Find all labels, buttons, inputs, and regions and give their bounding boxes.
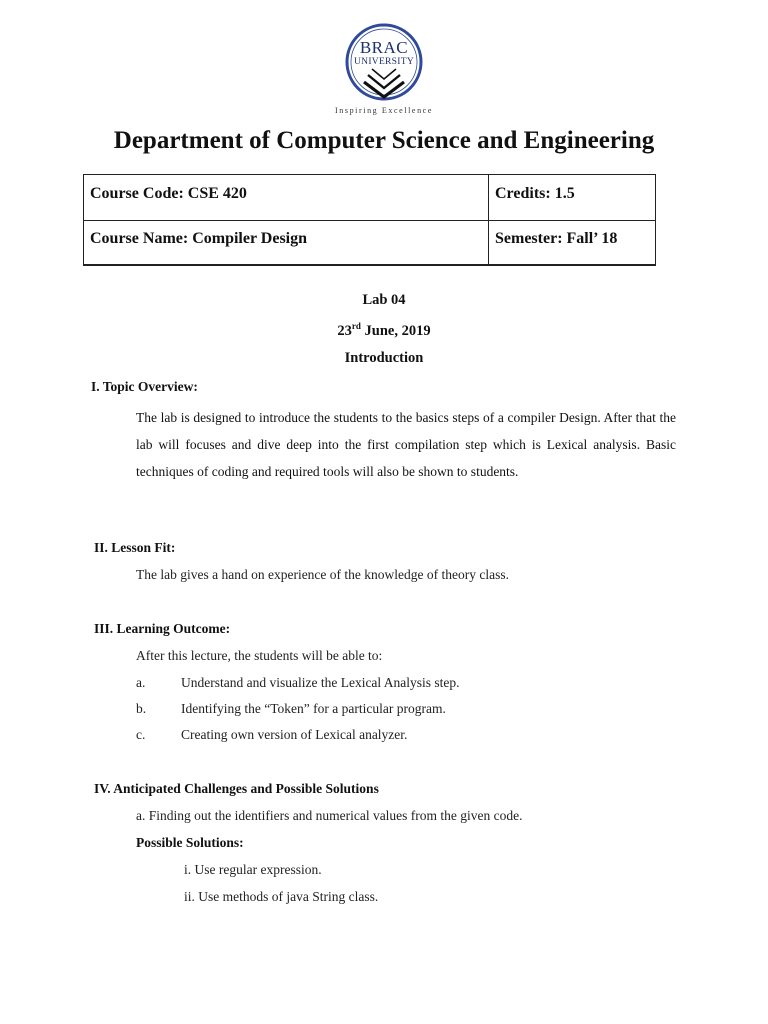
credits-cell: Credits: 1.5 bbox=[495, 185, 575, 202]
topic-overview-text: The lab is designed to introduce the students to the basics steps of a compiler Design. After that the lab will focuses and dive deep into the first compilation step which is Lexical analysis. Basic techniques of coding and required tools will also be shown to students. bbox=[136, 410, 676, 479]
table-row bbox=[84, 175, 655, 221]
table-row bbox=[84, 220, 655, 265]
lab-date-day: 23 bbox=[337, 323, 352, 339]
course-code-cell: Course Code: CSE 420 bbox=[84, 175, 489, 220]
logo-name-line1: BRAC bbox=[359, 38, 409, 57]
challenge-text: a. Finding out the identifiers and numerical values from the given code. bbox=[136, 808, 523, 823]
outcome-marker: a. bbox=[136, 675, 146, 690]
lesson-fit-text: The lab gives a hand on experience of the knowledge of theory class. bbox=[136, 567, 509, 582]
outcome-marker: b. bbox=[136, 701, 147, 716]
list-item: Understand and visualize the Lexical Analysis step. bbox=[181, 675, 460, 690]
lab-date-suffix: rd bbox=[351, 321, 361, 331]
outcome-marker: c. bbox=[136, 727, 146, 742]
lab-number: Lab 04 bbox=[362, 292, 406, 308]
possible-solutions-heading: Possible Solutions: bbox=[136, 835, 244, 850]
lab-date bbox=[0, 321, 768, 340]
list-item: Creating own version of Lexical analyzer. bbox=[181, 727, 408, 742]
list-item: Identifying the “Token” for a particular program. bbox=[181, 701, 446, 716]
university-logo bbox=[322, 18, 446, 122]
solution-item: i. Use regular expression. bbox=[184, 862, 322, 877]
challenges-heading: IV. Anticipated Challenges and Possible Solutions bbox=[94, 781, 379, 796]
learning-outcome-heading: III. Learning Outcome: bbox=[94, 621, 231, 636]
semester-cell: Semester: Fall’ 18 bbox=[495, 230, 618, 247]
department-title: Department of Computer Science and Engineering bbox=[113, 127, 655, 154]
course-name-cell: Course Name: Compiler Design bbox=[84, 220, 489, 265]
lesson-fit-heading: II. Lesson Fit: bbox=[94, 540, 176, 555]
logo-name-line2: UNIVERSITY bbox=[354, 57, 414, 67]
logo-tagline: Inspiring Excellence bbox=[335, 106, 433, 115]
lab-title: Introduction bbox=[344, 350, 424, 366]
topic-overview-heading: I. Topic Overview: bbox=[91, 379, 198, 394]
course-info-table bbox=[83, 174, 656, 266]
solution-item: ii. Use methods of java String class. bbox=[184, 889, 379, 904]
lab-date-rest: June, 2019 bbox=[360, 323, 431, 339]
learning-outcome-intro: After this lecture, the students will be able to: bbox=[136, 648, 383, 663]
